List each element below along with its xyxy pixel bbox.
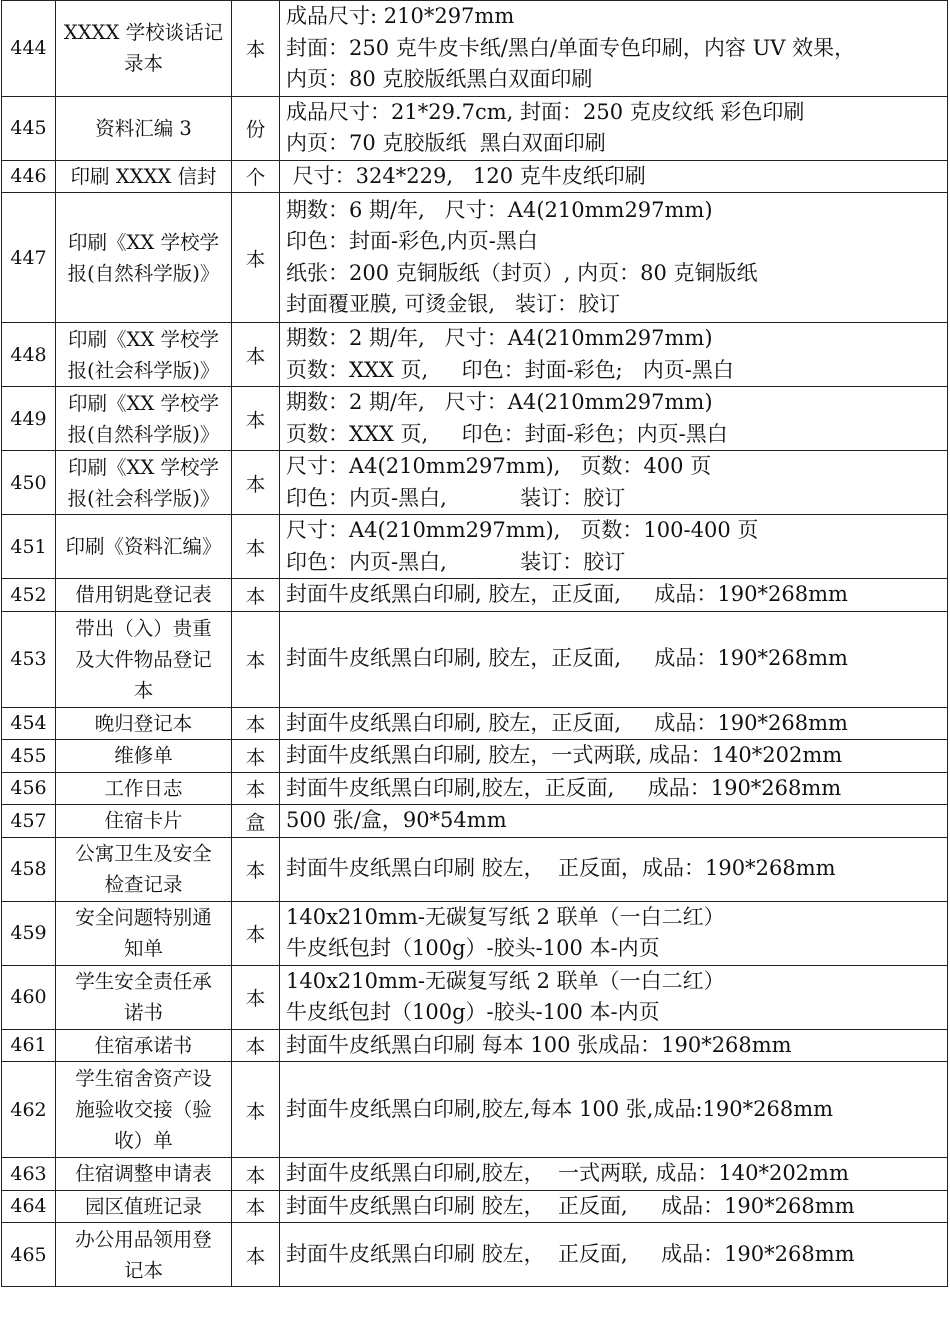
item-spec-line: 期数：2 期/年, 尺寸：A4(210mm297mm) (286, 326, 713, 350)
item-number: 455 (2, 740, 56, 773)
table-row (2, 772, 948, 805)
item-name-line: 工作日志 (104, 776, 183, 800)
item-spec-line: 内页：80 克胶版纸黑白双面印刷 (286, 67, 593, 91)
item-name (56, 740, 232, 773)
item-unit: 本 (232, 740, 280, 773)
item-spec-line: 封面牛皮纸黑白印刷, 胶左，正反面, 成品：190*268mm (286, 710, 848, 735)
table-row (2, 1158, 948, 1191)
item-name (56, 193, 232, 323)
item-name-line: 印刷《XX 学校学 (68, 230, 219, 254)
item-name-line: 报(自然科学版)》 (67, 422, 220, 446)
item-spec-line: 尺寸：324*229, 120 克牛皮纸印刷 (286, 163, 646, 188)
item-spec-line: 封面牛皮纸黑白印刷 每本 100 张成品：190*268mm (286, 1032, 792, 1057)
item-spec-line: 500 张/盒，90*54mm (286, 808, 507, 832)
item-name (56, 451, 232, 515)
item-spec (280, 96, 948, 160)
item-spec (280, 837, 948, 901)
item-unit: 本 (232, 579, 280, 612)
item-name-line: 收）单 (114, 1129, 173, 1152)
item-name (56, 1223, 232, 1287)
item-unit: 本 (232, 323, 280, 387)
table-row (2, 707, 948, 740)
item-spec-line: 印色：内页-黑白, 装订：胶订 (286, 549, 626, 574)
item-name (56, 579, 232, 612)
item-number: 452 (2, 579, 56, 612)
item-name-line: 印刷《XX 学校学 (68, 455, 219, 479)
item-unit: 本 (232, 1190, 280, 1223)
table-row (2, 837, 948, 901)
item-name (56, 160, 232, 193)
item-number: 458 (2, 837, 56, 901)
item-spec (280, 1029, 948, 1062)
item-name-line: 安全问题特别通 (75, 906, 212, 929)
item-number: 446 (2, 160, 56, 193)
item-spec (280, 1062, 948, 1158)
item-name-line: 办公用品领用登 (75, 1227, 212, 1251)
item-unit: 本 (232, 1158, 280, 1191)
item-unit: 份 (232, 96, 280, 160)
item-name-line: 园区值班记录 (84, 1194, 202, 1218)
item-spec (280, 193, 948, 323)
item-spec (280, 611, 948, 707)
item-number: 461 (2, 1029, 56, 1062)
item-spec (280, 1223, 948, 1287)
item-spec-line: 牛皮纸包封（100g）-胶头-100 本-内页 (286, 1000, 660, 1024)
item-unit: 本 (232, 965, 280, 1029)
item-name (56, 805, 232, 838)
item-unit: 本 (232, 901, 280, 965)
item-unit: 本 (232, 515, 280, 579)
item-name (56, 1190, 232, 1223)
item-name-line: 本 (133, 678, 154, 702)
item-spec-line: 内页：70 克胶版纸 黑白双面印刷 (286, 131, 606, 155)
item-number: 460 (2, 965, 56, 1029)
table-row (2, 611, 948, 707)
item-spec (280, 1190, 948, 1223)
table-row (2, 1029, 948, 1062)
item-spec-line: 期数：6 期/年, 尺寸：A4(210mm297mm) (286, 197, 713, 222)
item-name (56, 707, 232, 740)
item-name-line: 检查记录 (104, 873, 183, 896)
item-name-line: 印刷《XX 学校学 (68, 327, 219, 351)
item-spec (280, 160, 948, 193)
item-unit: 盒 (232, 805, 280, 838)
item-number: 465 (2, 1223, 56, 1287)
item-name (56, 515, 232, 579)
item-name-line: 报(社会科学版)》 (67, 358, 220, 382)
item-name-line: 记本 (123, 1258, 163, 1282)
item-number: 459 (2, 901, 56, 965)
item-spec-line: 成品尺寸: 210*297mm (286, 4, 515, 28)
item-name-line: 报(社会科学版)》 (67, 486, 220, 510)
table-row (2, 805, 948, 838)
item-unit: 本 (232, 1062, 280, 1158)
item-name-line: 维修单 (114, 744, 173, 768)
table-row (2, 387, 948, 451)
item-spec-line: 封面牛皮纸黑白印刷, 胶左，正反面, 成品：190*268mm (286, 582, 848, 606)
item-unit: 本 (232, 837, 280, 901)
item-unit: 本 (232, 387, 280, 451)
item-spec-line: 期数：2 期/年, 尺寸：A4(210mm297mm) (286, 390, 713, 414)
item-spec-line: 成品尺寸：21*29.7cm, 封面：250 克皮纹纸 彩色印刷 (286, 99, 805, 124)
item-unit: 本 (232, 451, 280, 515)
item-spec (280, 805, 948, 838)
item-number: 462 (2, 1062, 56, 1158)
item-number: 449 (2, 387, 56, 451)
item-unit: 本 (232, 1, 280, 97)
item-spec-line: 印色：封面-彩色,内页-黑白 (286, 229, 538, 253)
item-number: 453 (2, 611, 56, 707)
item-spec (280, 1158, 948, 1191)
item-spec (280, 965, 948, 1029)
table-row (2, 740, 948, 773)
item-number: 448 (2, 323, 56, 387)
item-name-line: 公寓卫生及安全 (75, 842, 212, 865)
item-spec-line: 封面覆亚膜, 可烫金银, 装订：胶订 (286, 292, 621, 316)
item-spec (280, 323, 948, 387)
item-name-line: 住宿调整申请表 (75, 1162, 212, 1186)
item-number: 454 (2, 707, 56, 740)
item-name (56, 96, 232, 160)
item-number: 456 (2, 772, 56, 805)
item-spec-line: 封面牛皮纸黑白印刷 胶左， 正反面，成品：190*268mm (286, 856, 836, 881)
item-name (56, 1029, 232, 1062)
item-spec-line: 封面：250 克牛皮卡纸/黑白/单面专色印刷，内容 UV 效果， (286, 35, 856, 60)
item-number: 463 (2, 1158, 56, 1191)
item-name-line: XXXX 学校谈话记 (63, 21, 224, 45)
table-row (2, 515, 948, 579)
item-name-line: 印刷《XX 学校学 (68, 391, 219, 415)
item-spec-line: 封面牛皮纸黑白印刷,胶左， 一式两联, 成品：140*202mm (286, 1161, 849, 1185)
item-spec-line: 尺寸：A4(210mm297mm), 页数：100-400 页 (286, 518, 759, 542)
item-unit: 本 (232, 772, 280, 805)
item-spec (280, 772, 948, 805)
item-number: 457 (2, 805, 56, 838)
item-spec-line: 页数：XXX 页, 印色：封面-彩色；内页-黑白 (286, 421, 728, 446)
item-spec-line: 封面牛皮纸黑白印刷 胶左， 正反面, 成品：190*268mm (286, 1193, 855, 1218)
table-row (2, 1062, 948, 1158)
item-unit: 本 (232, 1029, 280, 1062)
item-name (56, 837, 232, 901)
item-number: 447 (2, 193, 56, 323)
item-name-line: 住宿卡片 (104, 809, 183, 833)
item-name-line: 印刷 XXXX 信封 (70, 164, 217, 188)
item-spec-line: 封面牛皮纸黑白印刷, 胶左，正反面, 成品：190*268mm (286, 646, 848, 671)
item-unit: 个 (232, 160, 280, 193)
item-spec (280, 451, 948, 515)
item-spec-line: 印色：内页-黑白, 装订：胶订 (286, 485, 626, 510)
item-name-line: 学生宿舍资产设 (75, 1067, 212, 1090)
item-unit: 本 (232, 611, 280, 707)
item-number: 451 (2, 515, 56, 579)
item-name-line: 诺书 (123, 1001, 163, 1024)
table-body (2, 1, 948, 1287)
item-name-line: 带出（入）贵重 (75, 616, 212, 640)
item-number: 445 (2, 96, 56, 160)
table-row (2, 1223, 948, 1287)
item-name-line: 及大件物品登记 (75, 647, 212, 671)
item-spec-line: 纸张：200 克铜版纸（封页）, 内页：80 克铜版纸 (286, 260, 758, 285)
item-name (56, 901, 232, 965)
item-number: 450 (2, 451, 56, 515)
item-spec-line: 封面牛皮纸黑白印刷,胶左,每本 100 张,成品:190*268mm (286, 1096, 834, 1121)
spec-table (1, 0, 948, 1287)
item-unit: 本 (232, 707, 280, 740)
item-name (56, 965, 232, 1029)
table-row (2, 965, 948, 1029)
item-name (56, 772, 232, 805)
table-row (2, 193, 948, 323)
item-spec-line: 封面牛皮纸黑白印刷 胶左， 正反面, 成品：190*268mm (286, 1241, 855, 1266)
item-spec (280, 515, 948, 579)
table-row (2, 451, 948, 515)
item-name-line: 知单 (123, 937, 163, 960)
item-spec (280, 387, 948, 451)
item-spec-line: 140x210mm-无碳复写纸 2 联单（一白二红） (286, 904, 725, 929)
item-number: 464 (2, 1190, 56, 1223)
item-name-line: 录本 (123, 52, 163, 76)
table-row (2, 160, 948, 193)
item-name (56, 611, 232, 707)
item-spec-line: 牛皮纸包封（100g）-胶头-100 本-内页 (286, 936, 660, 960)
item-name-line: 住宿承诺书 (94, 1033, 193, 1057)
item-name (56, 1158, 232, 1191)
item-unit: 本 (232, 1223, 280, 1287)
item-name (56, 323, 232, 387)
item-spec (280, 707, 948, 740)
item-name (56, 1062, 232, 1158)
item-spec-line: 封面牛皮纸黑白印刷, 胶左，一式两联, 成品：140*202mm (286, 743, 843, 767)
item-name-line: 印刷《资料汇编》 (65, 535, 222, 558)
item-name-line: 学生安全责任承 (75, 970, 212, 993)
item-spec (280, 1, 948, 97)
item-spec (280, 740, 948, 773)
item-name-line: 施验收交接（验 (75, 1098, 212, 1121)
table-row (2, 579, 948, 612)
item-spec (280, 579, 948, 612)
item-name (56, 1, 232, 97)
table-row (2, 323, 948, 387)
item-spec-line: 140x210mm-无碳复写纸 2 联单（一白二红） (286, 968, 725, 993)
table-row (2, 1190, 948, 1223)
table-row (2, 1, 948, 97)
item-number: 444 (2, 1, 56, 97)
item-spec (280, 901, 948, 965)
item-name (56, 387, 232, 451)
item-spec-line: 尺寸：A4(210mm297mm), 页数：400 页 (286, 454, 712, 478)
item-unit: 本 (232, 193, 280, 323)
item-name-line: 借用钥匙登记表 (75, 583, 212, 607)
item-name-line: 晚归登记本 (94, 711, 193, 735)
table-row (2, 96, 948, 160)
item-name-line: 报(自然科学版)》 (67, 261, 220, 285)
item-name-line: 资料汇编 3 (95, 116, 192, 140)
table-row (2, 901, 948, 965)
item-spec-line: 页数：XXX 页, 印色：封面-彩色; 内页-黑白 (286, 357, 734, 382)
item-spec-line: 封面牛皮纸黑白印刷,胶左，正反面, 成品：190*268mm (286, 775, 842, 800)
